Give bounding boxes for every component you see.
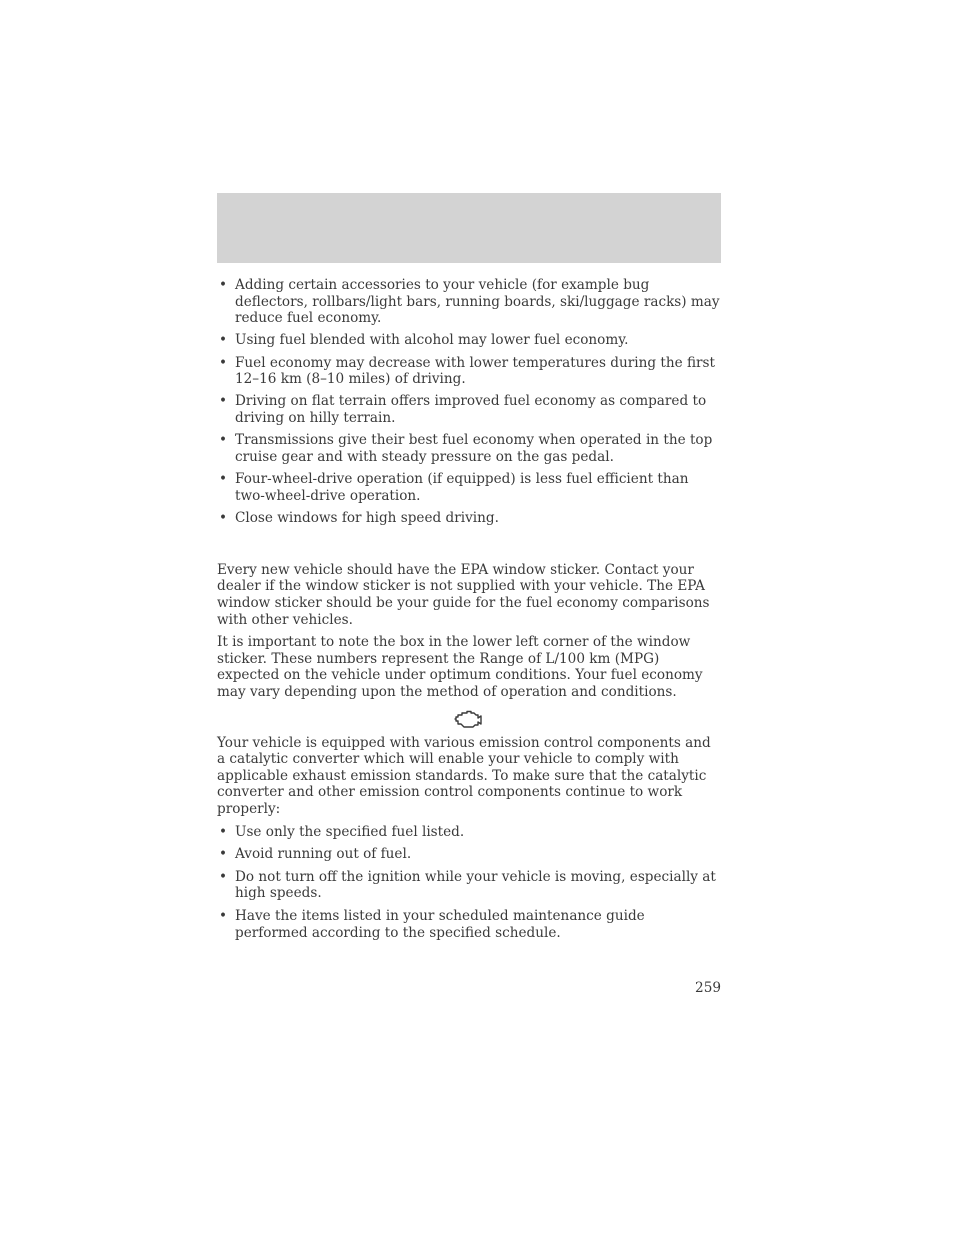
bullet-point: • [219, 354, 228, 371]
bullet-point: • [219, 868, 228, 885]
bullet-point: • [219, 332, 228, 349]
list-item: • Adding certain accessories to your vehicle (for example bug deflectors, rollbars/light bars, running boards, ski/luggage racks) may reduce fuel economy. [219, 277, 720, 327]
epa-sticker-paragraph: Every new vehicle should have the EPA window sticker. Contact your dealer if the window sticker is not supplied with your vehicle. The EPA window sticker should be your guide for the fuel economy comparisons with other vehicles. [217, 561, 710, 628]
bullet-point: • [219, 470, 228, 487]
list-item: • Using fuel blended with alcohol may lower fuel economy. [219, 332, 629, 349]
bullet-point: • [219, 509, 228, 526]
bullet-point: • [219, 432, 228, 449]
bullet-point: • [219, 277, 228, 293]
fuel-economy-tips-list [217, 277, 721, 526]
list-item: • Do not turn off the ignition while your vehicle is moving, especially at high speeds. [219, 868, 716, 902]
bullet-point: • [219, 393, 228, 410]
list-item: • Have the items listed in your scheduled maintenance guide performed according to the specified schedule. [219, 907, 645, 941]
page-content [217, 277, 721, 947]
emission-intro-paragraph: Your vehicle is equipped with various emission control components and a catalytic converter which will enable your vehicle to comply with applicable exhaust emission standards. To make sure that the catalytic converter and other emission control components continue to work properly: [217, 734, 711, 817]
bullet-point: • [219, 823, 228, 840]
engine-icon [454, 709, 484, 729]
emission-icon-row [217, 707, 721, 735]
list-item: • Fuel economy may decrease with lower temperatures during the first 12–16 km (8–10 miles) of driving. [219, 354, 715, 388]
emission-tips-list [217, 824, 721, 942]
section-spacer [217, 532, 721, 562]
list-item: • Close windows for high speed driving. [219, 509, 499, 526]
section-header-band [217, 193, 721, 263]
list-item: • Transmissions give their best fuel economy when operated in the top cruise gear and with steady pressure on the gas pedal. [219, 432, 713, 465]
epa-sticker-paragraph: It is important to note the box in the lower left corner of the window sticker. These numbers represent the Range of L/100 km (MPG) expected on the vehicle under optimum conditions. Your fuel economy may vary depending upon the method of operation and conditions. [217, 634, 703, 701]
bullet-point: • [219, 907, 228, 924]
page-number: 259 [695, 980, 721, 996]
list-item: • Driving on flat terrain offers improved fuel economy as compared to driving on hilly terrain. [219, 393, 707, 426]
list-item: • Use only the specified fuel listed. [219, 823, 465, 840]
list-item: • Four-wheel-drive operation (if equipped) is less fuel efficient than two-wheel-drive operation. [219, 470, 689, 504]
list-item: • Avoid running out of fuel. [219, 846, 412, 863]
bullet-point: • [219, 846, 228, 863]
